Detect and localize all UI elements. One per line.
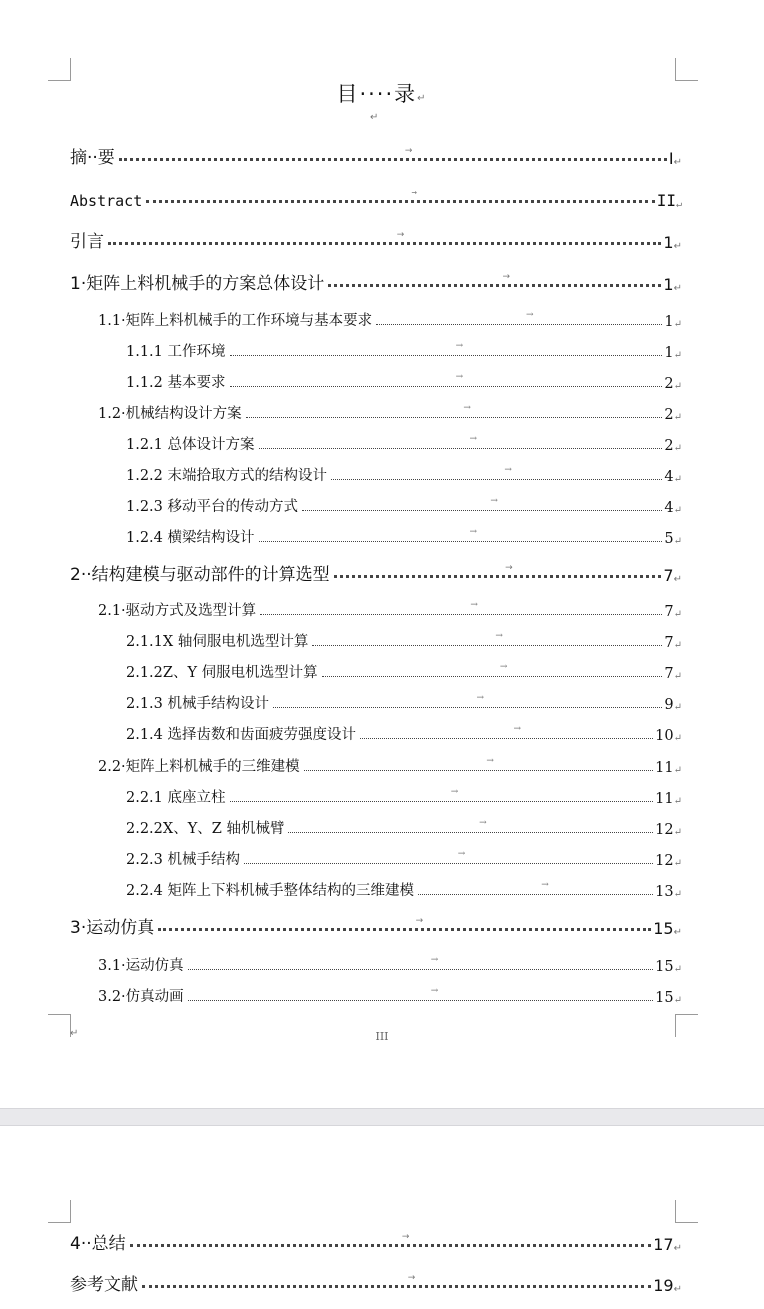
page-corner-mark: [675, 1200, 698, 1223]
toc-entry-page-number: 1: [663, 275, 674, 294]
toc-entry-page-number: 7: [663, 566, 674, 585]
toc-entry-page-number: 7: [664, 604, 674, 620]
toc-dot-leader: [158, 916, 651, 931]
paragraph-mark-icon: ↵: [673, 995, 682, 1006]
paragraph-mark-icon: ↵: [673, 574, 682, 585]
toc-entry[interactable]: [70, 1228, 682, 1254]
toc-dot-leader: [230, 341, 663, 356]
toc-entry-label: 摘··要: [70, 148, 115, 168]
paragraph-mark-icon: ↵: [673, 702, 682, 713]
toc-dot-leader: [119, 146, 667, 161]
toc-entry-page-number: 10: [655, 728, 674, 744]
paragraph-mark-icon: ↵: [673, 927, 682, 938]
toc-entry[interactable]: [126, 521, 682, 547]
toc-entry-page-number: 2: [664, 407, 674, 423]
toc-entry-label: 引言: [70, 232, 104, 252]
toc-entry-page-number: 13: [655, 884, 674, 900]
tab-mark-icon: →: [469, 527, 478, 537]
toc-dot-leader: [312, 631, 662, 646]
tab-mark-icon: →: [411, 188, 418, 198]
page-corner-mark: [48, 1200, 71, 1223]
toc-entry-label: 1·矩阵上料机械手的方案总体设计: [70, 274, 325, 294]
paragraph-mark-icon: ↵: [673, 1284, 682, 1295]
toc-entry-page-number: 7: [664, 666, 674, 682]
toc-entry-label: 2.2.2X、Y、Z 轴机械臂: [126, 821, 285, 837]
tab-mark-icon: →: [476, 693, 485, 703]
tab-mark-icon: →: [404, 146, 413, 156]
toc-entry[interactable]: [126, 718, 682, 744]
toc-entry[interactable]: [70, 142, 682, 168]
toc-entry[interactable]: [126, 335, 682, 361]
toc-entry[interactable]: [126, 781, 682, 807]
tab-mark-icon: →: [490, 496, 498, 506]
tab-mark-icon: →: [499, 662, 508, 672]
toc-entry-page-number: 15: [655, 959, 674, 975]
tab-mark-icon: →: [502, 272, 511, 282]
toc-dot-leader: [304, 756, 653, 771]
toc-entry-page-number: 1: [663, 233, 674, 252]
paragraph-mark-icon: ↵: [673, 412, 682, 423]
toc-entry-label: 参考文献: [70, 1275, 138, 1295]
toc-entry-label: 2.1·驱动方式及选型计算: [98, 603, 257, 619]
toc-dot-leader: [360, 724, 653, 739]
tab-mark-icon: →: [525, 310, 534, 320]
tab-mark-icon: →: [455, 372, 464, 382]
paragraph-mark-icon: ↵: [673, 241, 682, 252]
paragraph-mark-icon: ↵: [673, 858, 682, 869]
paragraph-mark-icon: ↵: [673, 796, 682, 807]
tab-mark-icon: →: [479, 818, 487, 828]
toc-dot-leader: [142, 1273, 651, 1288]
tab-mark-icon: →: [396, 230, 405, 240]
paragraph-mark-icon: ↵: [673, 1243, 682, 1254]
toc-entry-label: 2.1.1X 轴伺服电机选型计算: [126, 634, 309, 650]
tab-mark-icon: →: [407, 1273, 416, 1283]
toc-entry-page-number: 19: [653, 1276, 674, 1295]
toc-entry-label: 1.2·机械结构设计方案: [98, 406, 242, 422]
tab-mark-icon: →: [470, 600, 478, 610]
toc-entry-page-number: 2: [664, 438, 674, 454]
toc-entry-page-number: 7: [664, 635, 674, 651]
toc-entry-page-number: 2: [664, 376, 674, 392]
toc-entry[interactable]: [98, 980, 682, 1006]
toc-entry-page-number: 1: [664, 345, 674, 361]
toc-entry[interactable]: [98, 397, 682, 423]
toc-dot-leader: [259, 434, 663, 449]
toc-dot-leader: [188, 986, 653, 1001]
tab-mark-icon: →: [430, 955, 439, 965]
toc-dot-leader: [259, 527, 663, 542]
toc-entry[interactable]: [126, 812, 682, 838]
toc-dot-leader: [418, 880, 653, 895]
toc-dot-leader: [108, 230, 661, 245]
toc-entry[interactable]: [98, 750, 682, 776]
toc-dot-leader: [273, 693, 662, 708]
toc-entry[interactable]: [98, 949, 682, 975]
toc-entry-label: Abstract: [70, 192, 143, 210]
toc-entry-label: 3.2·仿真动画: [98, 989, 184, 1005]
paragraph-mark-icon: ↵: [673, 474, 682, 485]
paragraph-mark-icon: ↵: [70, 1028, 79, 1039]
toc-entry[interactable]: [126, 366, 682, 392]
toc-entry[interactable]: [126, 687, 682, 713]
toc-entry-label: 1.2.3 移动平台的传动方式: [126, 499, 299, 515]
toc-entry-page-number: 4: [664, 469, 674, 485]
toc-entry-label: 2.2.3 机械手结构: [126, 852, 241, 868]
toc-entry-label: 3.1·运动仿真: [98, 958, 184, 974]
toc-entry[interactable]: [98, 594, 682, 620]
paragraph-mark-icon: ↵: [673, 350, 682, 361]
toc-dot-leader: [260, 600, 662, 615]
paragraph-mark-icon: ↵: [673, 536, 682, 547]
toc-entry-page-number: II: [656, 191, 676, 210]
toc-entry[interactable]: [70, 184, 682, 210]
document-page-2: [0, 1126, 764, 1309]
page-separator: [0, 1108, 764, 1126]
toc-entry-page-number: I: [668, 149, 674, 168]
page-footer-number: III: [375, 1030, 389, 1043]
toc-entry-label: 1.1.2 基本要求: [126, 375, 226, 391]
toc-entry-page-number: 15: [653, 919, 674, 938]
toc-entry-label: 2.1.3 机械手结构设计: [126, 696, 270, 712]
toc-entry[interactable]: [70, 268, 682, 294]
toc-dot-leader: [328, 272, 661, 287]
toc-entry-label: 1.1.1 工作环境: [126, 344, 226, 360]
toc-entry-label: 3·运动仿真: [70, 918, 155, 938]
toc-entry[interactable]: [126, 625, 682, 651]
paragraph-mark-icon: ↵: [673, 765, 682, 776]
toc-entry-page-number: 11: [655, 791, 674, 807]
toc-entry[interactable]: [70, 559, 682, 585]
paragraph-mark-icon: ↵: [673, 157, 682, 168]
toc-dot-leader: [146, 188, 654, 203]
toc-entry-label: 2··结构建模与驱动部件的计算选型: [70, 565, 330, 585]
toc-dot-leader: [322, 662, 663, 677]
paragraph-mark-icon: ↵: [673, 319, 682, 330]
tab-mark-icon: →: [505, 563, 513, 573]
toc-entry-label: 4··总结: [70, 1234, 126, 1254]
toc-entry-page-number: 17: [653, 1235, 674, 1254]
toc-dot-leader: [302, 496, 662, 511]
toc-entry[interactable]: [70, 912, 682, 938]
toc-entry-page-number: 1: [664, 314, 674, 330]
toc-dot-leader: [244, 849, 653, 864]
toc-entry-label: 2.1.2Z、Y 伺服电机选型计算: [126, 665, 318, 681]
toc-entry-page-number: 11: [655, 760, 674, 776]
toc-dot-leader: [376, 310, 662, 325]
toc-entry-page-number: 9: [664, 697, 674, 713]
paragraph-mark-icon: ↵: [673, 640, 682, 651]
toc-entry[interactable]: [70, 1269, 682, 1295]
tab-mark-icon: →: [463, 403, 471, 413]
toc-entry-label: 1.2.2 末端拾取方式的结构设计: [126, 468, 328, 484]
paragraph-mark-icon: ↵: [673, 827, 682, 838]
toc-dot-leader: [230, 372, 663, 387]
tab-mark-icon: →: [415, 916, 424, 926]
toc-entry-page-number: 5: [664, 531, 674, 547]
tab-mark-icon: →: [486, 756, 494, 766]
toc-entry-page-number: 12: [655, 853, 674, 869]
toc-dot-leader: [331, 465, 662, 480]
toc-dot-leader: [246, 403, 663, 418]
toc-entry[interactable]: [126, 490, 682, 516]
toc-dot-leader: [188, 955, 653, 970]
paragraph-mark-icon: ↵: [673, 964, 682, 975]
paragraph-mark-icon: ↵: [673, 443, 682, 454]
toc-entry[interactable]: [70, 226, 682, 252]
tab-mark-icon: →: [401, 1232, 410, 1242]
toc-entry-page-number: 4: [664, 500, 674, 516]
toc-entry[interactable]: [126, 874, 682, 900]
toc-entry-label: 1.1·矩阵上料机械手的工作环境与基本要求: [98, 313, 373, 329]
paragraph-mark-icon: ↵: [417, 93, 428, 104]
toc-entry[interactable]: [126, 459, 682, 485]
tab-mark-icon: →: [541, 880, 549, 890]
tab-mark-icon: →: [504, 465, 512, 475]
toc-dot-leader: [334, 563, 662, 578]
paragraph-mark-icon: ↵: [673, 505, 682, 516]
toc-title: [0, 78, 764, 108]
toc-entry[interactable]: [126, 428, 682, 454]
toc-dot-leader: [230, 787, 654, 802]
tab-mark-icon: →: [455, 341, 464, 351]
paragraph-mark-icon: ↵: [673, 283, 682, 294]
toc-entry-page-number: 15: [655, 990, 674, 1006]
paragraph-mark-icon: ↵: [673, 609, 682, 620]
tab-mark-icon: →: [450, 787, 459, 797]
tab-mark-icon: →: [457, 849, 466, 859]
tab-mark-icon: →: [513, 724, 521, 734]
toc-entry-page-number: 12: [655, 822, 674, 838]
toc-title-text: 目····录: [336, 82, 418, 106]
paragraph-mark-icon: ↵: [673, 671, 682, 682]
toc-entry[interactable]: [126, 656, 682, 682]
toc-entry[interactable]: [98, 304, 682, 330]
toc-entry-label: 2.2·矩阵上料机械手的三维建模: [98, 759, 300, 775]
toc-entry-label: 1.2.4 横梁结构设计: [126, 530, 255, 546]
paragraph-mark-icon: ↵: [370, 112, 379, 123]
paragraph-mark-icon: ↵: [673, 733, 682, 744]
tab-mark-icon: →: [469, 434, 478, 444]
tab-mark-icon: →: [495, 631, 503, 641]
paragraph-mark-icon: ↵: [675, 199, 682, 210]
toc-entry-label: 2.2.1 底座立柱: [126, 790, 226, 806]
toc-entry-label: 1.2.1 总体设计方案: [126, 437, 255, 453]
toc-dot-leader: [130, 1232, 652, 1247]
toc-entry[interactable]: [126, 843, 682, 869]
toc-dot-leader: [288, 818, 653, 833]
tab-mark-icon: →: [430, 986, 439, 996]
toc-entry-label: 2.1.4 选择齿数和齿面疲劳强度设计: [126, 727, 357, 743]
toc-entry-label: 2.2.4 矩阵上下料机械手整体结构的三维建模: [126, 883, 415, 899]
paragraph-mark-icon: ↵: [673, 381, 682, 392]
paragraph-mark-icon: ↵: [673, 889, 682, 900]
